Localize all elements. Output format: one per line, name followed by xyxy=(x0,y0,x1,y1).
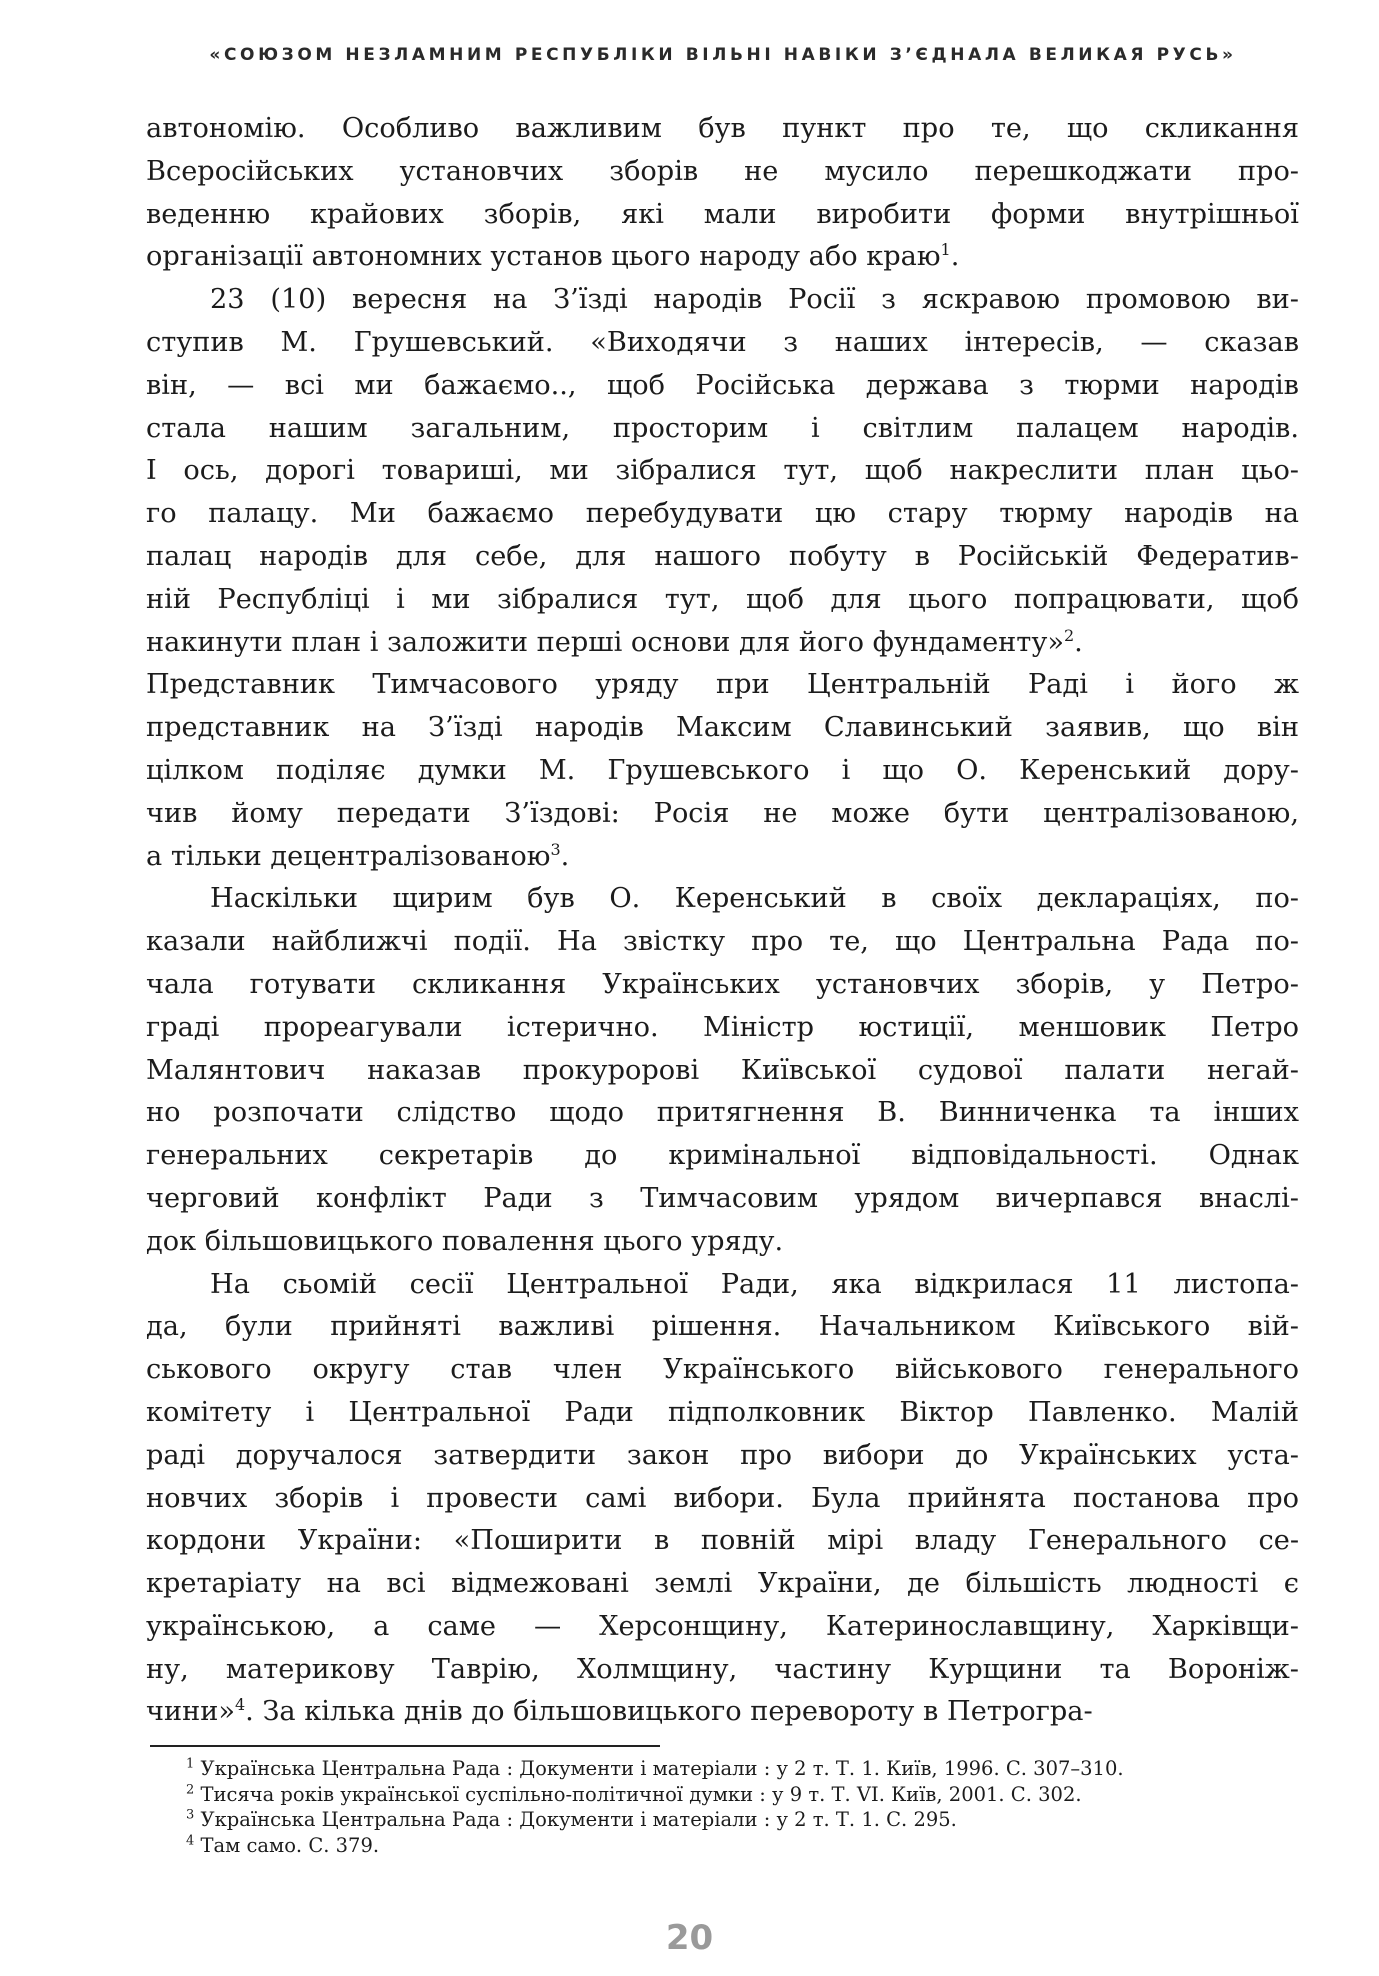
text-run: а тільки децентралізованою xyxy=(146,840,551,872)
paragraph xyxy=(146,1264,1299,1735)
footnote xyxy=(186,1807,1286,1833)
text-line: Наскільки щирим був О. Керенський в своїх деклараціях, по- xyxy=(210,883,1299,915)
text-line: І ось, дорогі товариші, ми зібралися тут, щоб накреслити план цьо- xyxy=(146,455,1299,487)
paragraph xyxy=(146,108,1299,279)
text-line: Представник Тимчасового уряду при Центральній Раді і його ж xyxy=(146,669,1299,701)
footnote xyxy=(186,1756,1286,1782)
footnote-text: Тисяча років української суспільно-політичної думки : у 9 т. Т. VI. Київ, 2001. С. 302. xyxy=(200,1782,1082,1806)
footnote-number: 3 xyxy=(186,1807,195,1823)
text-line: кордони України: «Поширити в повній мірі владу Генерального се- xyxy=(146,1525,1299,1557)
text-line: ну, материкову Таврію, Холмщину, частину Курщини та Вороніж- xyxy=(146,1653,1299,1685)
text-run: накинути план і заложити перші основи для його фундаменту» xyxy=(146,626,1064,658)
text-line: стала нашим загальним, просторим і світлим палацем народів. xyxy=(146,412,1299,444)
footnote-number: 4 xyxy=(186,1833,195,1849)
text-line: ній Республіці і ми зібралися тут, щоб для цього попрацювати, щоб xyxy=(146,583,1299,615)
footnote xyxy=(186,1782,1286,1808)
text-line: Всеросійських установчих зборів не мусило перешкоджати про- xyxy=(146,155,1299,187)
text-line: веденню крайових зборів, які мали виробити форми внутрішньої xyxy=(146,198,1299,230)
text-line: черговий конфлікт Ради з Тимчасовим урядом вичерпався внаслі- xyxy=(146,1182,1299,1214)
text-line: автономію. Особливо важливим був пункт про те, що скликання xyxy=(146,113,1299,144)
text-line xyxy=(146,1691,1299,1734)
footnote-divider xyxy=(150,1745,660,1747)
footnote-ref[interactable]: 4 xyxy=(234,1695,246,1715)
footnotes xyxy=(186,1756,1286,1858)
text-line: ступив М. Грушевський. «Виходячи з наших інтересів, — сказав xyxy=(146,326,1299,358)
running-header: «СОЮЗОМ НЕЗЛАМНИМ РЕСПУБЛІКИ ВІЛЬНІ НАВІКИ З’ЄДНАЛА ВЕЛИКАЯ РУСЬ» xyxy=(209,45,1237,65)
paragraph xyxy=(146,279,1299,878)
text-line: раді доручалося затвердити закон про вибори до Українських уста- xyxy=(146,1439,1299,1471)
text-line: чала готувати скликання Українських установчих зборів, у Петро- xyxy=(146,968,1299,1000)
footnote-ref[interactable]: 1 xyxy=(940,240,951,260)
text-line: ськового округу став член Українського військового генерального xyxy=(146,1354,1299,1386)
page-number: 20 xyxy=(665,1918,714,1958)
text-line: цілком поділяє думки М. Грушевського і що О. Керенський дору- xyxy=(146,754,1299,786)
footnote-text: Українська Центральна Рада : Документи і матеріали : у 2 т. Т. 1. Київ, 1996. С. 307–310. xyxy=(200,1757,1124,1780)
footnote xyxy=(186,1833,1286,1859)
text-line: кретаріату на всі відмежовані землі України, де більшість людності є xyxy=(146,1568,1299,1600)
text-run: . За кілька днів до більшовицького перевороту в Петрогра- xyxy=(245,1696,1093,1728)
text-line: представник на З’їзді народів Максим Славинський заявив, що він xyxy=(146,712,1299,744)
text-line: генеральних секретарів до кримінальної відповідальності. Однак xyxy=(146,1140,1299,1172)
text-run: організації автономних установ цього народу або краю xyxy=(146,241,941,273)
text-line: організації автономних установ цього народу або краю$^1$. xyxy=(146,240,960,273)
text-line: палац народів для себе, для нашого побуту в Російській Федератив- xyxy=(146,540,1299,572)
text-line: українською, а саме — Херсонщину, Катеринославщину, Харківщи- xyxy=(146,1610,1299,1642)
text-line: го палацу. Ми бажаємо перебудувати цю стару тюрму народів на xyxy=(146,498,1299,530)
text-line: він, — всі ми бажаємо.., щоб Російська держава з тюрми народів xyxy=(146,369,1299,401)
text-line: 23 (10) вересня на З’їзді народів Росії з яскравою промовою ви- xyxy=(210,284,1299,316)
body-text xyxy=(146,108,1299,1734)
text-line: Малянтович наказав прокуророві Київської судової палати негай- xyxy=(146,1054,1299,1086)
text-line: но розпочати слідство щодо притягнення В. Винниченка та інших xyxy=(146,1097,1299,1129)
text-line: да, були прийняті важливі рішення. Начальником Київського вій- xyxy=(146,1311,1299,1343)
text-line: новчих зборів і провести самі вибори. Була прийнята постанова про xyxy=(146,1482,1299,1514)
text-line: чив йому передати З’їздові: Росія не може бути централізованою, xyxy=(146,797,1299,829)
text-line: На сьомій сесії Центральної Ради, яка відкрилася 11 листопа- xyxy=(210,1268,1299,1300)
text-line: накинути план і заложити перші основи для його фундаменту»$^2$. xyxy=(146,625,1083,658)
text-line: казали найближчі події. На звістку про те, що Центральна Рада по- xyxy=(146,926,1299,958)
text-run: чини» xyxy=(146,1696,235,1728)
text-line: док більшовицького повалення цього уряду. xyxy=(146,1225,784,1257)
text-line: граді прореагували істерично. Міністр юстиції, меншовик Петро xyxy=(146,1011,1299,1043)
footnote-text: Українська Центральна Рада : Документи і матеріали : у 2 т. Т. 1. С. 295. xyxy=(200,1808,957,1832)
footnote-number: 1 xyxy=(186,1756,195,1772)
footnote-ref[interactable]: 2 xyxy=(1063,625,1075,645)
text-line: комітету і Центральної Ради підполковник Віктор Павленко. Малій xyxy=(146,1396,1299,1428)
footnote-ref[interactable]: 3 xyxy=(550,839,561,859)
footnote-number: 2 xyxy=(186,1782,195,1798)
paragraph xyxy=(146,878,1299,1263)
footnote-text: Там само. С. 379. xyxy=(200,1833,380,1857)
text-line: а тільки децентралізованою$^3$. xyxy=(146,839,570,872)
